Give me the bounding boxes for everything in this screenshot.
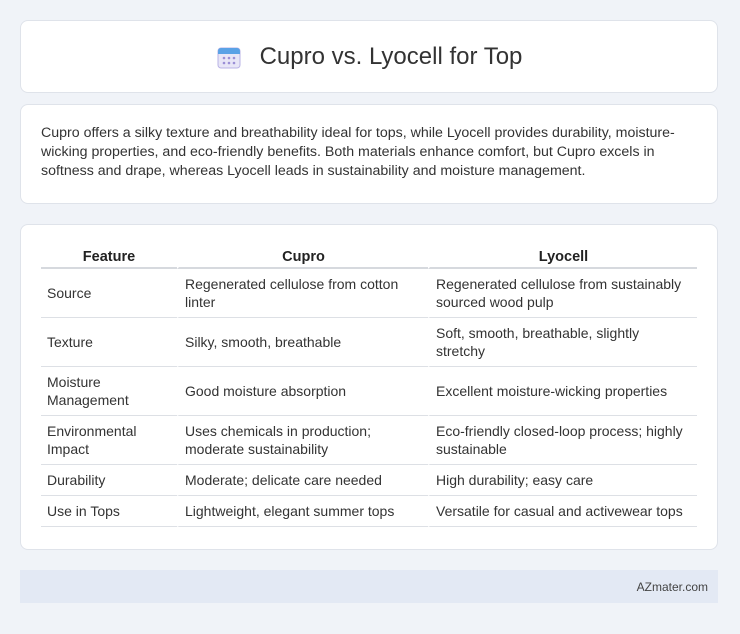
cupro-cell: Silky, smooth, breathable	[177, 318, 428, 367]
table-row	[41, 367, 697, 416]
lyocell-cell: Soft, smooth, breathable, slightly stretchy	[428, 318, 697, 367]
feature-cell: Source	[41, 269, 177, 318]
table-row	[41, 496, 697, 527]
header-feature: Feature	[41, 245, 177, 269]
title-wrap	[216, 43, 523, 71]
feature-cell: Environmental Impact	[41, 416, 177, 465]
header-cupro: Cupro	[177, 245, 428, 269]
footer	[20, 570, 718, 603]
header-lyocell: Lyocell	[428, 245, 697, 269]
table-row	[41, 465, 697, 496]
feature-cell: Texture	[41, 318, 177, 367]
lyocell-cell: Excellent moisture-wicking properties	[428, 367, 697, 416]
table-row	[41, 416, 697, 465]
table-row	[41, 318, 697, 367]
lyocell-cell: Eco-friendly closed-loop process; highly sustainable	[428, 416, 697, 465]
footer-site-link[interactable]: AZmater.com	[636, 579, 708, 594]
table-row	[41, 269, 697, 318]
title-card	[20, 20, 718, 93]
lyocell-cell: Versatile for casual and activewear tops	[428, 496, 697, 527]
calendar-icon	[216, 44, 242, 70]
intro-card	[20, 104, 718, 204]
feature-cell: Use in Tops	[41, 496, 177, 527]
cupro-cell: Uses chemicals in production; moderate sustainability	[177, 416, 428, 465]
intro-paragraph: Cupro offers a silky texture and breathability ideal for tops, while Lyocell provides durability, moisture-wicking properties, and eco-friendly benefits. Both materials enhance comfort, but Cupro excels in softness and drape, whereas Lyocell leads in sustainability and moisture management.	[41, 125, 675, 179]
cupro-cell: Moderate; delicate care needed	[177, 465, 428, 496]
cupro-cell: Lightweight, elegant summer tops	[177, 496, 428, 527]
cupro-cell: Good moisture absorption	[177, 367, 428, 416]
lyocell-cell: High durability; easy care	[428, 465, 697, 496]
comparison-table	[41, 245, 697, 527]
feature-cell: Moisture Management	[41, 367, 177, 416]
page-title: Cupro vs. Lyocell for Top	[259, 42, 523, 70]
table-header-row	[41, 245, 697, 269]
feature-cell: Durability	[41, 465, 177, 496]
lyocell-cell: Regenerated cellulose from sustainably sourced wood pulp	[428, 269, 697, 318]
cupro-cell: Regenerated cellulose from cotton linter	[177, 269, 428, 318]
comparison-card	[20, 224, 718, 550]
